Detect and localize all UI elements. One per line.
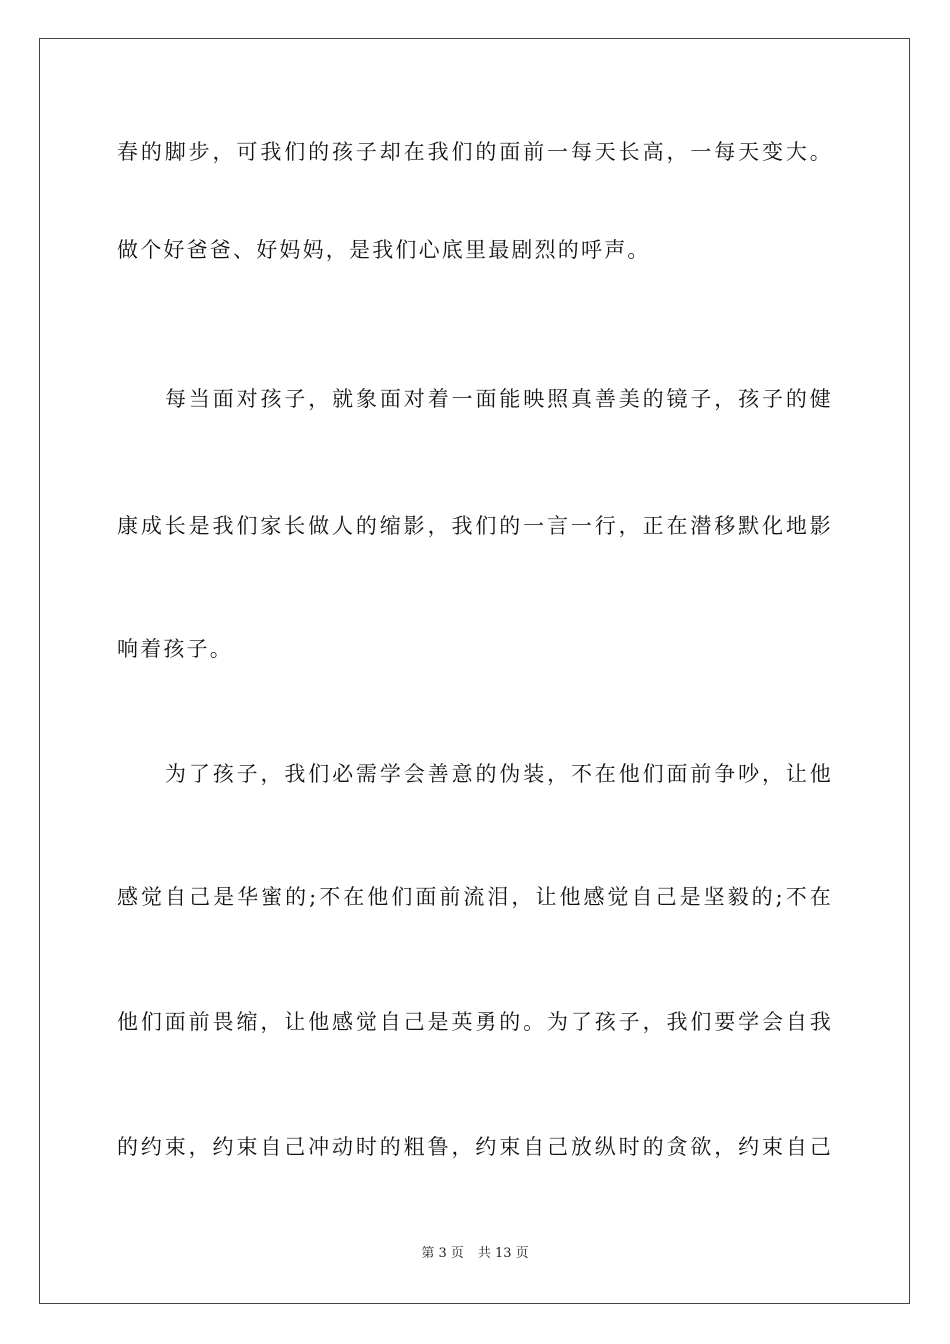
paragraph-line-5: 响着孩子。: [117, 637, 233, 661]
paragraph-line-1: 春的脚步，可我们的孩子却在我们的面前一每天长高，一每天变大。: [117, 140, 833, 164]
paragraph-line-4: 康成长是我们家长做人的缩影，我们的一言一行，正在潜移默化地影: [117, 514, 833, 538]
paragraph-line-6: 为了孩子，我们必需学会善意的伪装，不在他们面前争吵，让他: [165, 762, 833, 786]
paragraph-line-8: 他们面前畏缩，让他感觉自己是英勇的。为了孩子，我们要学会自我: [117, 1010, 833, 1034]
paragraph-line-2: 做个好爸爸、好妈妈，是我们心底里最剧烈的呼声。: [117, 238, 651, 262]
paragraph-line-7: 感觉自己是华蜜的;不在他们面前流泪，让他感觉自己是坚毅的;不在: [117, 885, 833, 909]
page-number: 第 3 页: [421, 1246, 464, 1261]
page-footer: [0, 1245, 950, 1263]
page-border: [39, 38, 910, 1304]
paragraph-line-9: 的约束，约束自己冲动时的粗鲁，约束自己放纵时的贪欲，约束自己: [117, 1135, 833, 1159]
page-total: 共 13 页: [477, 1246, 529, 1261]
paragraph-line-3: 每当面对孩子，就象面对着一面能映照真善美的镜子，孩子的健: [165, 387, 833, 411]
